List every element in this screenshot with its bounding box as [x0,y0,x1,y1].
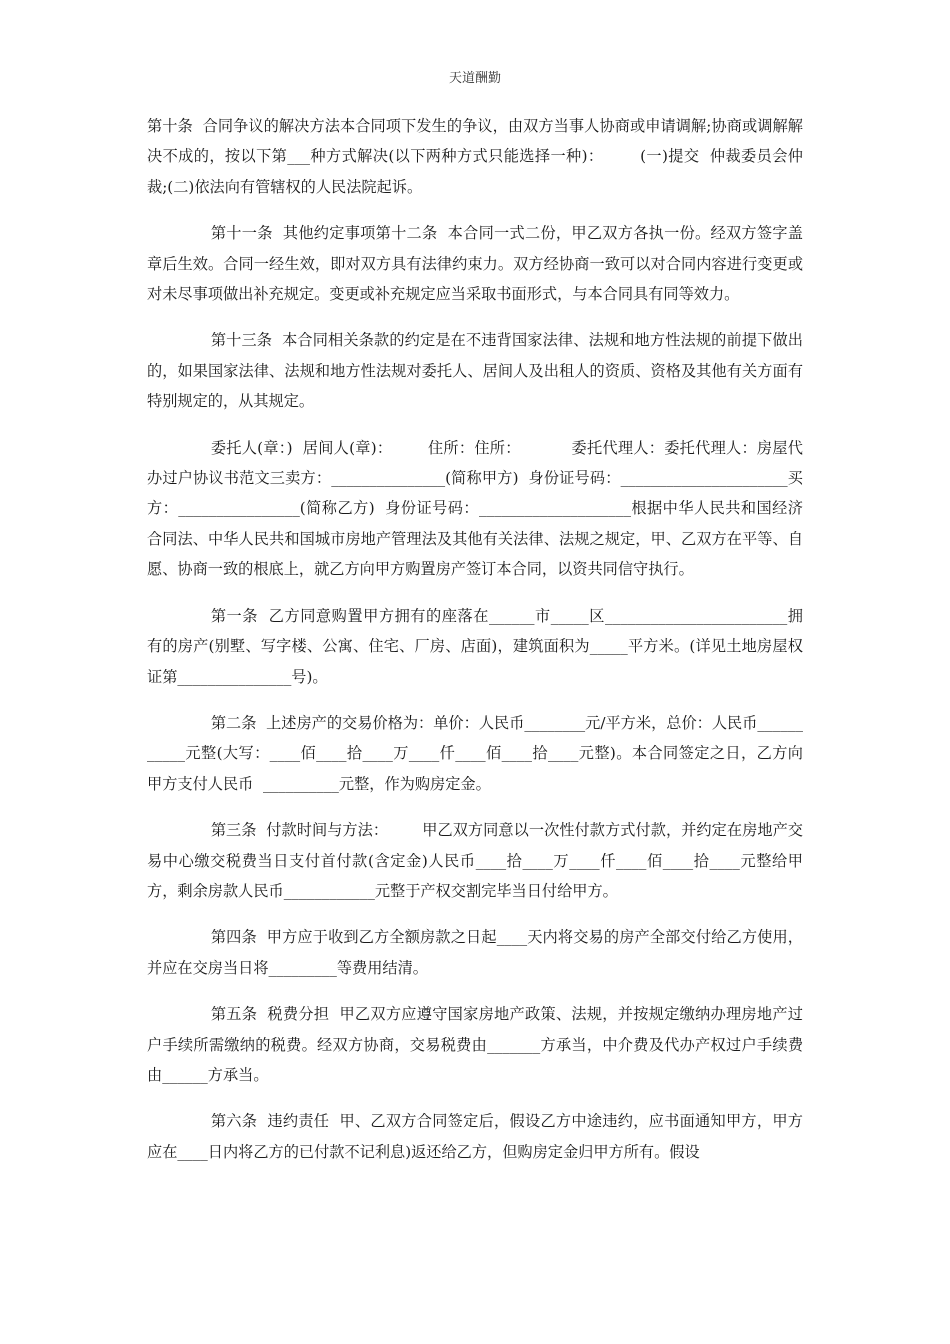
signature-and-preamble-paragraph: 委托人(章：) 居间人(章)： 住所：住所： 委托代理人：委托代理人：房屋代办过户协议书范文三卖方：_______________(简称甲方) 身份证号码：______________________买方：________________(简称乙方) 身份证号码：____________________根据中华人民共和国经济合同法、中华人民共和国城市房地产管理法及其他有关法律、法规之规定，甲、乙双方在平等、自愿、协商一致的根底上，就乙方向甲方购置房产签订本合同，以资共同信守执行。 [147,438,803,579]
page-header: 天道酬勤 [448,71,501,86]
article-2-paragraph: 第二条 上述房产的交易价格为：单价：人民币________元/平方米，总价：人民币___________元整(大写：____佰____拾____万____仟____佰____拾____元整)。本合同签定之日，乙方向甲方支付人民币 __________元整，作为购房定金。 [147,713,803,793]
article-1-paragraph: 第一条 乙方同意购置甲方拥有的座落在______市_____区________________________拥有的房产(别墅、写字楼、公寓、住宅、厂房、店面)，建筑面积为_____平方米。(详见土地房屋权证第_______________号)。 [147,606,803,686]
article-4-paragraph: 第四条 甲方应于收到乙方全额房款之日起____天内将交易的房产全部交付给乙方使用，并应在交房当日将_________等费用结清。 [147,928,803,977]
article-5-paragraph: 第五条 税费分担 甲乙双方应遵守国家房地产政策、法规，并按规定缴纳办理房地产过户手续所需缴纳的税费。经双方协商，交易税费由_______方承当，中介费及代办产权过户手续费由______方承当。 [147,1005,803,1084]
clause-13-paragraph: 第十三条 本合同相关条款的约定是在不违背国家法律、法规和地方性法规的前提下做出的，如果国家法律、法规和地方性法规对委托人、居间人及出租人的资质、资格及其他有关方面有特别规定的，从其规定。 [147,331,803,411]
clause-10-paragraph: 第十条 合同争议的解决方法本合同项下发生的争议，由双方当事人协商或申请调解;协商或调解解决不成的，按以下第___种方式解决(以下两种方式只能选择一种)： (一)提交 仲裁委员会仲裁;(二)依法向有管辖权的人民法院起诉。 [147,117,803,196]
clause-11-12-paragraph: 第十一条 其他约定事项第十二条 本合同一式二份，甲乙双方各执一份。经双方签字盖章后生效。合同一经生效，即对双方具有法律约束力。双方经协商一致可以对合同内容进行变更或对未尽事项做出补充规定。变更或补充规定应当采取书面形式，与本合同具有同等效力。 [147,224,803,304]
document-body [147,111,803,1183]
article-6-paragraph: 第六条 违约责任 甲、乙双方合同签定后，假设乙方中途违约，应书面通知甲方，甲方应在____日内将乙方的已付款不记利息)返还给乙方，但购房定金归甲方所有。假设 [147,1112,803,1161]
article-3-paragraph: 第三条 付款时间与方法： 甲乙双方同意以一次性付款方式付款，并约定在房地产交易中心缴交税费当日支付首付款(含定金)人民币____拾____万____仟____佰____拾____元整给甲方，剩余房款人民币____________元整于产权交割完毕当日付给甲方。 [147,821,803,900]
